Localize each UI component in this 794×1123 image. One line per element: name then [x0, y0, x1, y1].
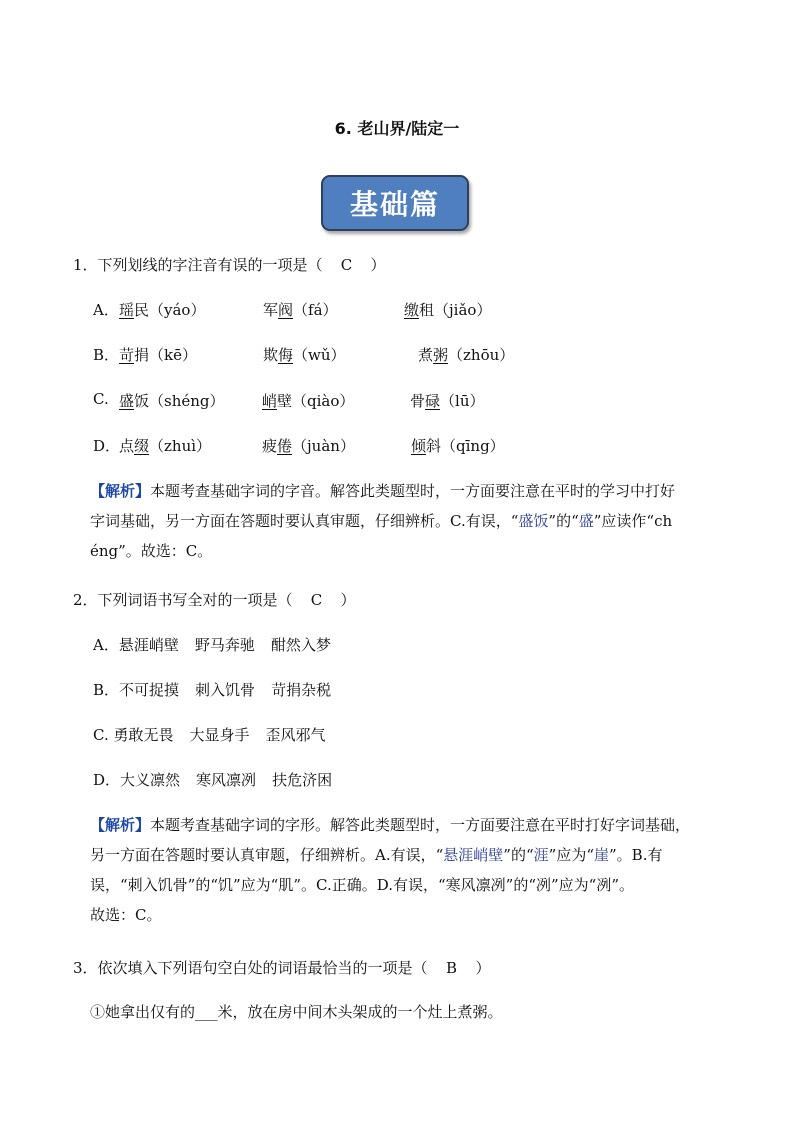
q1-d-word-1: 点缀（zhuì）	[119, 437, 212, 455]
q2-option-d: D．大义凛然 寒风凛冽 扶危济困	[93, 771, 333, 789]
q2-analysis: 【解析】本题考查基础字词的字形。解答此类题型时，一方面要注意在平时打好字词基础， 另一方面在答题时要认真审题，仔细辨析。A.有误，“悬涯峭壁”的“涯”应为“崖”。B.有 误，“刺入饥骨”的“饥”应为“肌”。C.正确。D.有误，“寒风凛冽”的“冽”应为“冽”。 故选：C。	[90, 816, 691, 924]
q1-a-word-3: 缴租（jiǎo）	[404, 301, 492, 319]
q1-b-word-2: 欺侮（wǔ）	[263, 346, 346, 364]
q1-c-word-1: 盛饭（shéng）	[119, 392, 225, 410]
question-2-answer: C	[310, 591, 323, 609]
analysis-tag: 【解析】	[90, 482, 151, 500]
analysis-tag: 【解析】	[90, 816, 151, 834]
q1-b-word-3: 煮粥（zhōu）	[418, 346, 515, 364]
question-2-stem: 2．下列词语书写全对的一项是（ C ）	[73, 591, 356, 609]
q2-option-c: C. 勇敢无畏 大显身手 歪风邪气	[93, 726, 326, 744]
q1-analysis: 【解析】本题考查基础字词的字音。解答此类题型时，一方面要注意在平时的学习中打好 字词基础，另一方面在答题时要认真审题，仔细辨析。C.有误，“盛饭”的“盛”应读作“ch éng”。故选：C。	[90, 482, 676, 560]
page-title: 6. 老山界/陆定一	[334, 119, 460, 138]
q2-option-a: A．悬涯峭壁 野马奔驰 酣然入梦	[93, 636, 331, 654]
q1-c-word-3: 骨碌（lū）	[410, 392, 485, 410]
q1-a-word-1: 瑶民（yáo）	[119, 301, 206, 319]
section-badge: 基础篇	[321, 175, 469, 231]
q1-a-word-2: 军阀（fá）	[263, 301, 338, 319]
q3-sentence-1: ①她拿出仅有的___米，放在房中间木头架成的一个灶上煮粥。	[90, 1003, 503, 1021]
question-1-stem: 1．下列划线的字注音有误的一项是（ C ）	[73, 256, 386, 274]
question-3-answer: B	[446, 959, 458, 977]
q1-d-word-2: 疲倦（juàn）	[262, 437, 355, 455]
q1-d-word-3: 倾斜（qīng）	[411, 437, 505, 455]
q2-option-b: B．不可捉摸 刺入饥骨 苛捐杂税	[93, 681, 332, 699]
q1-c-word-2: 峭壁（qiào）	[262, 392, 355, 410]
question-3-stem: 3．依次填入下列语句空白处的词语最恰当的一项是（ B ）	[73, 959, 491, 977]
q1-b-word-1: 苛捐（kē）	[119, 346, 197, 364]
document-page: 6. 老山界/陆定一 基础篇 1．下列划线的字注音有误的一项是（ C ） A． 瑶民（yáo） 军阀（fá） 缴租（jiǎo） B． 苛捐（kē） 欺侮（wǔ） 煮粥（zhōu） C. 盛饭（shéng） 峭壁（qiào） 骨碌（lū） D． 点缀（zhuì） 疲倦（juàn） 倾斜（qīng） 【解析】本题考查基础字词的字音。解答此类题型时，一方面要注意在平时的学习中打好 字词基础，另一方面在答题时要认真审题，仔细辨析。C.有误，“盛饭”的“盛”应读作“ch éng”。故选：C。 2．下列词语书写全对的一项是（ C ） A．悬涯峭壁 野马奔驰 酣然入梦 B．不可捉摸 刺入饥骨 苛捐杂税 C. 勇敢无畏 大显身手 歪风邪气 D．大义凛然 寒风凛冽 扶危济困 【解析】本题考查基础字词的字形。解答此类题型时，一方面要注意在平时打好字词基础， 另一方面在答题时要认真审题，仔细辨析。A.有误，“悬涯峭壁”的“涯”应为“崖”。B.有 误，“刺入饥骨”的“饥”应为“肌”。C.正确。D.有误，“寒风凛冽”的“冽”应为“冽”。 故选：C。 3．依次填入下列语句空白处的词语最恰当的一项是（ B ） ①她拿出仅有的___米，放在房中间木头架成的一个灶上煮粥。	[0, 0, 794, 1123]
question-1-answer: C	[340, 256, 353, 274]
